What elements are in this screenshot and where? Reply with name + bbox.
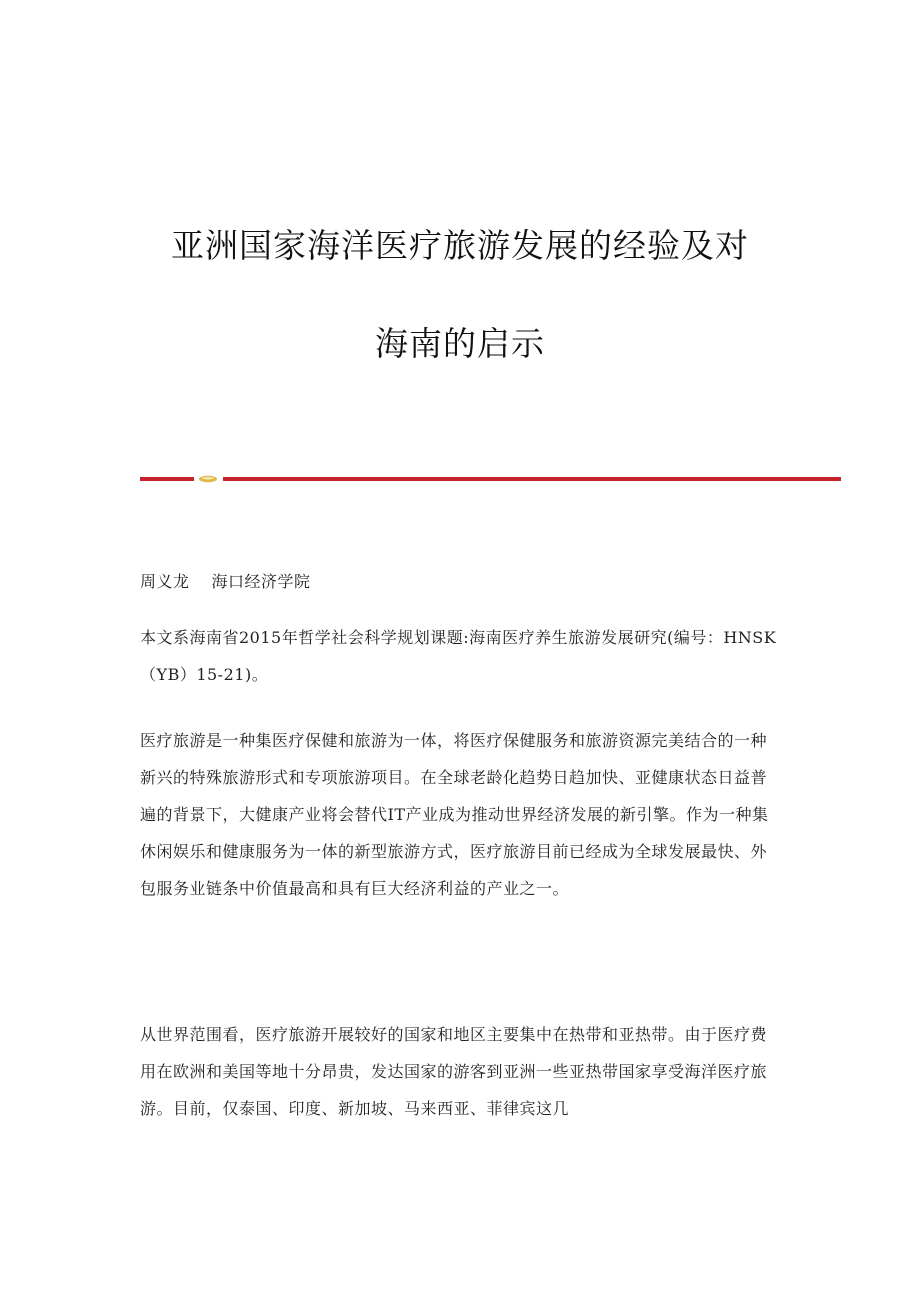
divider-ornament-icon xyxy=(197,474,219,484)
title-divider-left xyxy=(140,477,194,481)
body-paragraph-1 xyxy=(140,722,780,907)
document-title-line-1: 亚洲国家海洋医疗旅游发展的经验及对 xyxy=(171,226,749,265)
title-divider-right xyxy=(223,477,841,481)
author-affiliation: 海口经济学院 xyxy=(211,572,311,591)
paragraph-text: 医疗旅游是一种集医疗保健和旅游为一体，将医疗保健服务和旅游资源完美结合的一种新兴的特殊旅游形式和专项旅游项目。在全球老龄化趋势日趋加快、亚健康状态日益普遍的背景下，大健康产业将会替代IT产业成为推动世界经济发展的新引擎。作为一种集休闲娱乐和健康服务为一体的新型旅游方式，医疗旅游目前已经成为全球发展最快、外包服务业链条中价值最高和具有巨大经济利益的产业之一。 xyxy=(140,731,769,898)
author-line xyxy=(140,563,780,600)
paragraph-text: 从世界范围看，医疗旅游开展较好的国家和地区主要集中在热带和亚热带。由于医疗费用在欧洲和美国等地十分昂贵，发达国家的游客到亚洲一些亚热带国家享受海洋医疗旅游。目前，仅泰国、印度、新加坡、马来西亚、菲律宾这几 xyxy=(140,1025,768,1118)
document-title-line-2: 海南的启示 xyxy=(375,324,545,363)
body-paragraph-2 xyxy=(140,1016,780,1127)
funding-note: 本文系海南省2015年哲学社会科学规划课题:海南医疗养生旅游发展研究(编号：HNSK （YB）15-21)。 xyxy=(140,628,777,684)
author-name: 周义龙 xyxy=(140,572,190,591)
